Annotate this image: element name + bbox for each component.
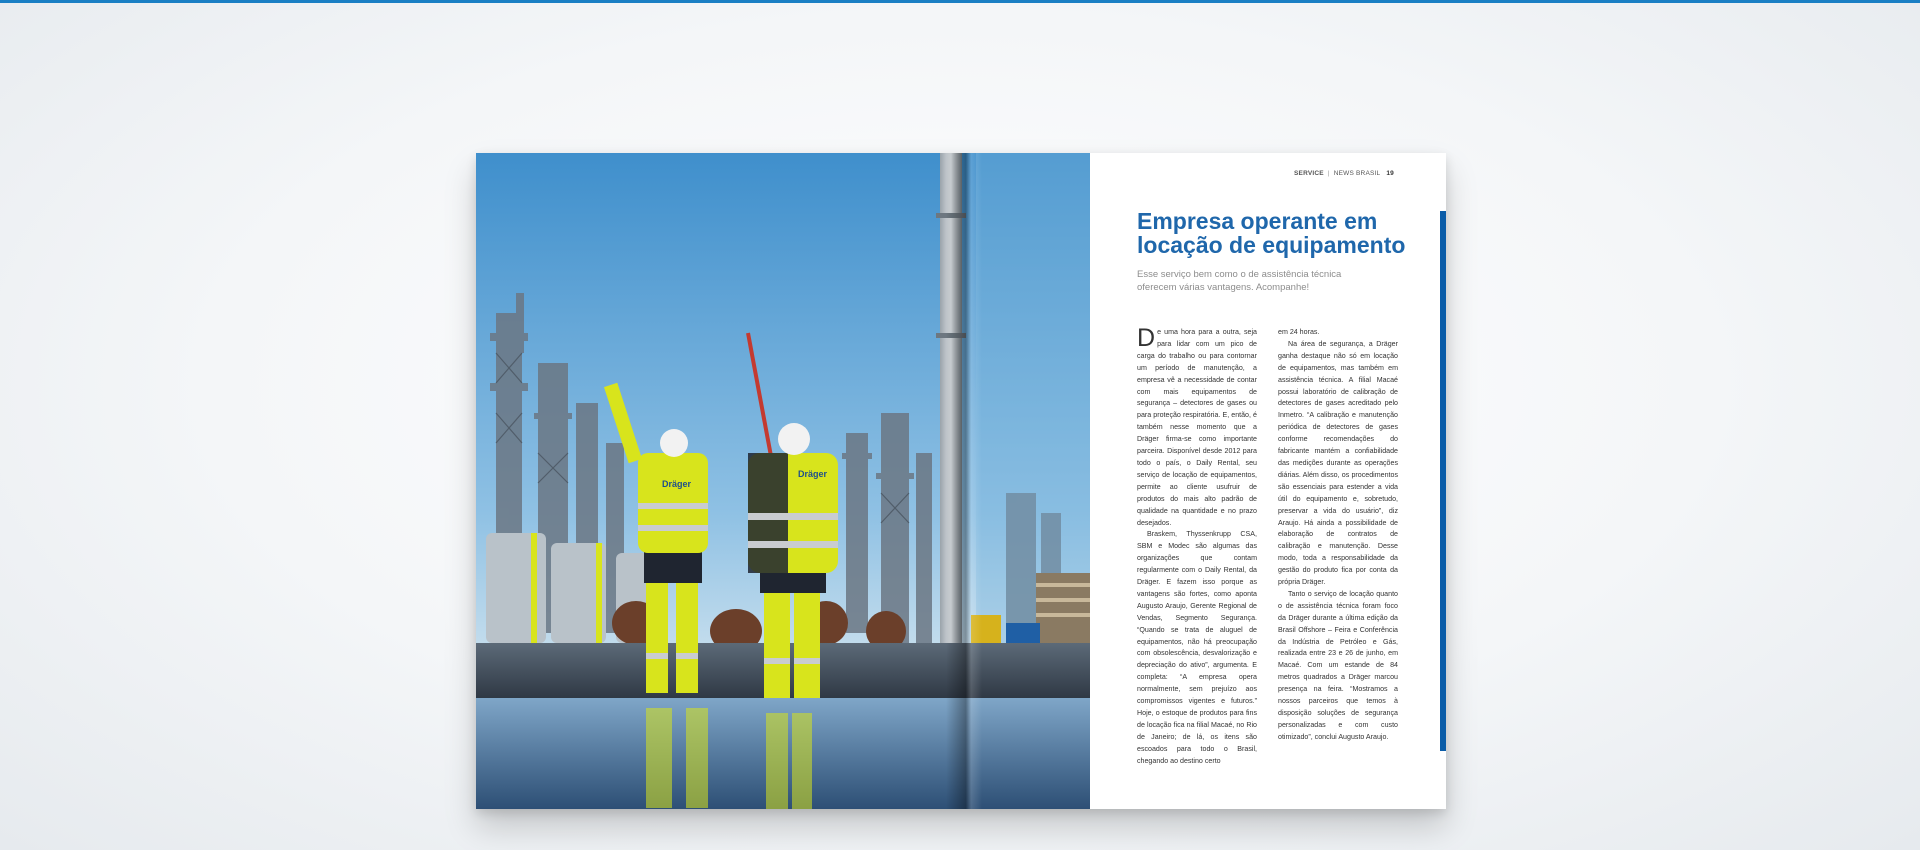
refinery-photo-illustration xyxy=(476,153,1090,809)
magazine-spread xyxy=(476,153,1446,809)
body-paragraph: Na área de segurança, a Dräger ganha destaque não só em locação de equipamentos, mas também em assistência técnica. A filial Macaé possui laboratório de calibração de detectores de gases acreditado pelo Inmetro. “A calibração e manutenção periódica de detectores de gases conforme recomendações do fabricante mantém a confiabilidade das medições durante as operações diárias. Além disso, os procedimentos são essenciais para estender a vida útil do equipamento e, sobretudo, preservar a vida do usuário”, diz Araujo. Há ainda a possibilidade de elaboração de contratos de calibração e manutenção. Desse modo, toda a responsabilidade da gestão do produto fica por conta da própria Dräger. xyxy=(1278,339,1398,587)
article-page xyxy=(1090,153,1446,809)
header-publication: NEWS BRASIL xyxy=(1333,170,1381,177)
header-section: SERVICE xyxy=(1294,170,1324,177)
page-number: 19 xyxy=(1386,170,1394,177)
article-subhead: Esse serviço bem como o de assistência técnica oferecem várias vantagens. Acompanhe! xyxy=(1137,269,1342,293)
body-paragraph xyxy=(1137,324,1257,529)
top-accent-bar xyxy=(0,0,1920,3)
page-accent-bar xyxy=(1440,211,1446,751)
vest-logo-text: Dräger xyxy=(662,479,692,489)
header-separator: | xyxy=(1327,170,1330,177)
vest-logo-text-2: Dräger xyxy=(798,469,828,479)
dropcap: D xyxy=(1137,324,1156,352)
body-paragraph: Braskem, Thyssenkrupp CSA, SBM e Modec são algumas das organizações que contam regularmente com o Daily Rental, da Dräger. E fazem isso porque as vantagens são fortes, como aponta Augusto Araujo, Gerente Regional de Vendas, Segmento Segurança. “Quando se trata de aluguel de equipamentos, não há preocupação com obsolescência, desvalorização e depreciação do ativo”, argumenta. E completa: “A empresa opera normalmente, sem prejuízo aos compromissos vigentes e futuros.” Hoje, o estoque de produtos para fins de locação fica na filial Macaé, no Rio de Janeiro; de lá, os itens são escoados para todo o Brasil, chegando ao destino certo xyxy=(1137,530,1257,765)
body-text: e uma hora para a outra, seja para lidar com um pico de carga do trabalho ou para contornar um período de manutenção, a empresa vê a necessidade de contar com mais equipamentos de segurança – detectores de gases ou para proteção respiratória. E, então, é também nesse momento que a Dräger firma-se como importante parceira. Disponível desde 2012 para todo o país, o Daily Rental, seu serviço de locação de equipamentos, permite ao cliente usufruir de produtos do mais alto padrão de qualidade na quantidade e no prazo desejados. xyxy=(1137,328,1257,527)
article-body xyxy=(1137,324,1398,767)
body-column-left xyxy=(1137,324,1257,768)
running-header xyxy=(1294,170,1394,177)
spine-shadow xyxy=(946,153,982,809)
body-paragraph: Tanto o serviço de locação quanto o de assistência técnica foram foco da Dräger durante a última edição da Brasil Offshore – Feira e Conferência da Indústria de Petróleo e Gás, realizada entre 23 e 26 de junho, em Macaé. Com um estande de 84 metros quadrados a Dräger marcou presença na feira. “Mostramos a nossos parceiros que temos à disposição soluções de segurança personalizadas e com custo otimizado”, conclui Augusto Araujo. xyxy=(1278,589,1398,741)
refinery-photo xyxy=(476,153,1090,809)
article-headline: Empresa operante em locação de equipamento xyxy=(1137,208,1406,258)
body-paragraph: em 24 horas. xyxy=(1278,328,1320,336)
body-column-right xyxy=(1278,327,1398,744)
